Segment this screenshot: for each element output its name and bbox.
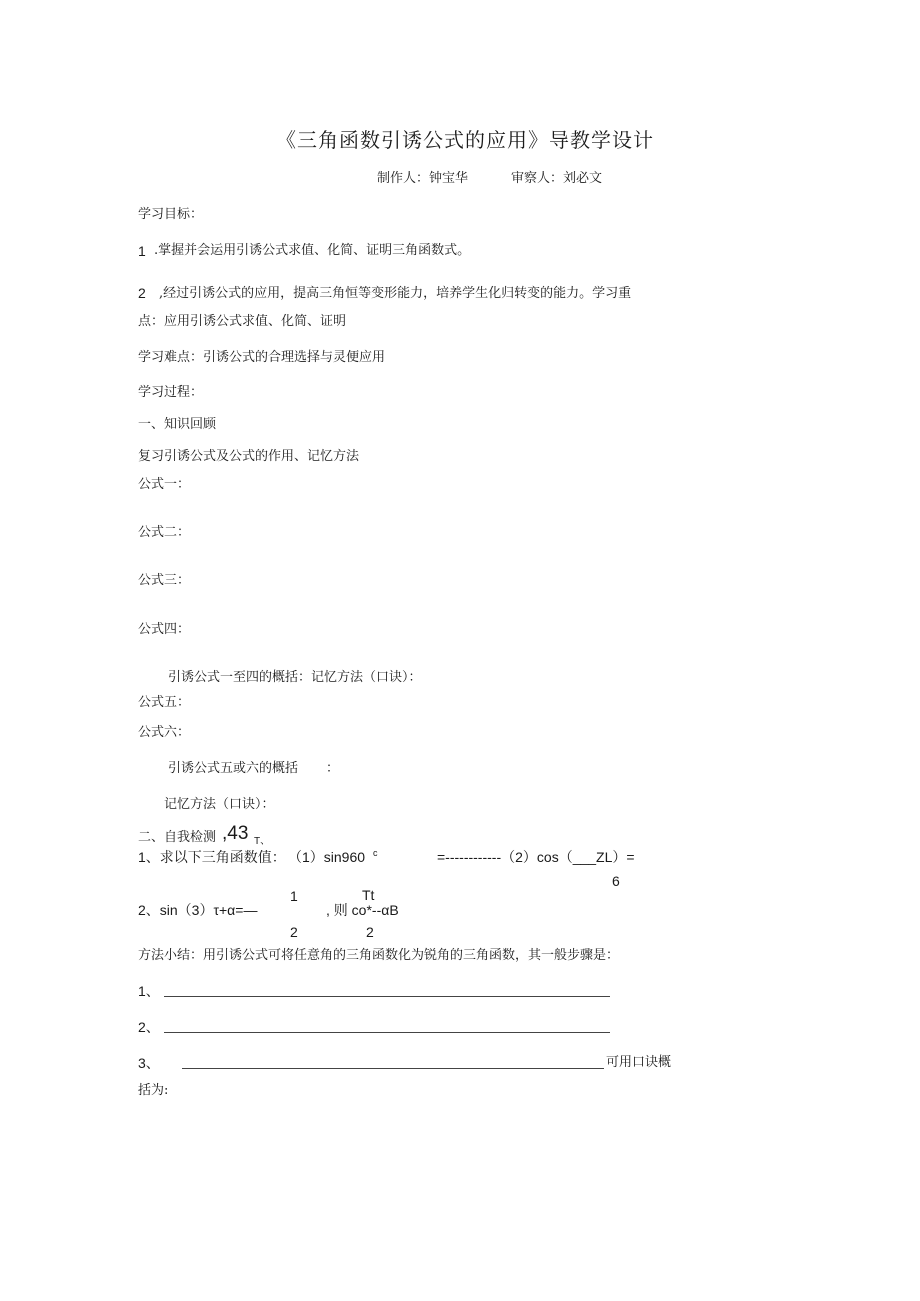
self-test-heading: 二、自我检测	[138, 830, 217, 845]
summary-formulas-5-6-colon: ：	[326, 761, 340, 776]
question-1-expression: =------------（2）cos（___ZL）=	[437, 849, 635, 865]
method-summary: 方法小结：用引诱公式可将任意角的三角函数化为锐角的三角函数，其一般步骤是：	[138, 948, 620, 963]
review-description: 复习引诱公式及公式的作用、记忆方法	[138, 449, 360, 464]
step-3-label: 3、	[138, 1055, 160, 1071]
step-2-blank-line	[164, 1032, 610, 1033]
reviewer: 审察人：刘必文	[511, 171, 603, 186]
formula-2-label: 公式二：	[138, 525, 191, 540]
step-1-label: 1、	[138, 983, 160, 999]
question-1-label: 1、求以下三角函数值：	[138, 849, 286, 865]
summary-formulas-5-6: 引诱公式五或六的概括	[168, 761, 299, 776]
formula-3-label: 公式三：	[138, 573, 191, 588]
step-2-label: 2、	[138, 1019, 160, 1035]
question-2-numerator: 1	[290, 888, 298, 904]
step-1-blank-line	[164, 996, 610, 997]
goal2-text: ,经过引诱公式的应用，提高三角恒等变形能力，培养学生化归转变的能力。学习重	[159, 286, 632, 301]
goal2-number: 2	[138, 285, 146, 301]
step-3-tail: 可用口诀概	[606, 1055, 672, 1070]
goal1-number: 1	[138, 243, 146, 259]
question-2-denominator-2: 2	[366, 924, 374, 940]
memory-method: 记忆方法（口诀）：	[164, 797, 275, 812]
formula-6-label: 公式六：	[138, 725, 191, 740]
question-1-degree: c	[373, 848, 378, 858]
page-title: 《三角函数引诱公式的应用》导教学设计	[276, 128, 654, 152]
question-2-tt: Tt	[362, 887, 375, 903]
self-test-subscript: T、	[254, 836, 271, 847]
question-1-part1: （1）sin960	[288, 849, 366, 865]
step-3-continued: 括为:	[138, 1083, 169, 1098]
learning-process: 学习过程：	[138, 385, 204, 400]
goal1-text: .掌握并会运用引诱公式求值、化简、证明三角函数式。	[154, 243, 471, 258]
summary-formulas-1-4: 引诱公式一至四的概括：记忆方法（口诀）：	[168, 670, 422, 685]
goal2-continued: 点：应用引诱公式求值、化简、证明	[138, 314, 347, 329]
self-test-number: ,43	[222, 823, 249, 844]
question-2-expression: , 则 co*--αB	[326, 902, 399, 918]
formula-1-label: 公式一：	[138, 477, 191, 492]
question-1-denominator: 6	[612, 873, 620, 889]
question-2-denominator-1: 2	[290, 924, 298, 940]
formula-5-label: 公式五：	[138, 695, 191, 710]
step-3-blank-line	[182, 1068, 604, 1069]
formula-4-label: 公式四：	[138, 622, 191, 637]
goals-heading: 学习目标：	[138, 207, 204, 222]
author: 制作人：钟宝华	[377, 171, 469, 186]
review-heading: 一、知识回顾	[138, 417, 217, 432]
learning-difficulty: 学习难点：引诱公式的合理选择与灵便应用	[138, 350, 386, 365]
question-2-label: 2、sin（3）τ+α=—	[138, 902, 258, 918]
